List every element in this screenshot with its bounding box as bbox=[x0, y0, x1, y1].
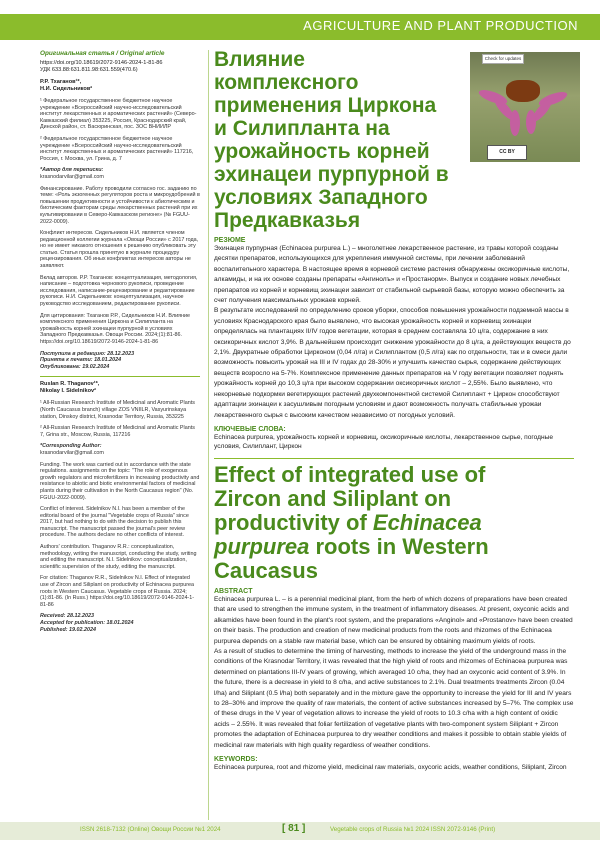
conflict-ru: Конфликт интересов. Сидельников Н.И. является членом редакционной коллегии журнала «Овощи России» с 2017 года, но не имеет никакого отношения к решению опубликовать эту статью. Статья прошла принятую в журнале процедуру рецензирования. Об иных конфликтах интересов авторы не заявляют. bbox=[40, 230, 199, 270]
keywords-label-en: KEYWORDS: bbox=[214, 756, 258, 763]
abstract-en-paragraph-2: As a result of studies to determine the timing of harvesting, methods to increase the yield of the underground mass in the conditions of the Krasnodar Territory, it was revealed that the high yield of roots and rhizomes of Echinacea purpurea was determined on plantations III-IV years of growing, which averaged 10 c/ha, they had an oxyconic acid content of 3.9%. In the future, there is a decrease in yield to 8 c/ha, and active substances to 2.1%. Dual treatments treatments Zircon (0.04 l/ha) and Siliplant (0.5 l/ha) both separately and in the mixture gave the opportunity to increase the yield for III and IV years to 28–30% and improve the quality of raw materials, the content of active substances increased by 5–7%. The complex use of these drugs in the V year of vegetation allows to increase the yield of roots to 10.3 c/ha with a high content of oxidic acids – 2.55%. It was revealed that foliar fertilization of vegetative plants with two-component system Siliplant + Zircon promotes the adaptation of Echinacea purpurea to dry weather conditions and makes it possible to obtain stable yields of medicinal raw materials with high quality regardless of weather conditions. bbox=[214, 647, 574, 749]
affiliation-2-en: ² All-Russian Research Institute of Medicinal and Aromatic Plants 7, Grina str., Moscow, Russia, 117216 bbox=[40, 425, 195, 438]
abstract-en-paragraph-1: Echinacea purpurea L. – is a perennial medicinal plant, from the herb of which dozens of preparations have been created that are used to strengthen the immune system, in the treatment of inflammatory diseases. At present, oxyconic acids and alkamides have been found in the plant's root system, and the preparations «Anginol» and «Prostanov» have been created on their basis. The production and creation of new medicinal products from the roots and rhizomes of the Echinacea purpurea depends on a stable raw material base, which can be ensured by obtaining maximum yields of roots. bbox=[214, 595, 573, 645]
abstract-ru-paragraph-1: Эхинацея пурпурная (Echinacea purpurea L.) – многолетнее лекарственное растение, из травы которой созданы десятки препаратов, использующихся для укрепления иммунной системы, при лечении заболеваний воспалительного характера. В настоящее время в корневой системе растения обнаружены оксикоричные кислоты, алкамиды, и на их основе созданы препараты «Ангинолъ» и «Простаноpм». Выпуск и создание новых лечебных препаратов из корней и корневищ эхинацеи зависит от стабильной сырьевой базы, которую можно обеспечить за счет получения максимальных урожаев корней. bbox=[214, 245, 570, 305]
title-en-part-1: Effect of integrated use of Zircon and Siliplant on productivity of bbox=[214, 461, 486, 535]
abstract-ru-paragraph-2: В результате исследований по определению сроков уборки, способов повышения урожайности подземной массы в условиях Краснодарского края было выявлено, что высокая урожайность корней и корневищ эхинацеи определялась на плантациях II/IV годов вегетации, которая в среднем составляла 10 ц/га, содержание в них оксикоричных кислот 3,9%. В дальнейшем происходит снижение урожайности до 8 ц/га, а действующих веществ до 2,1%. Двукратные обработки Цирконом (0,04 л/га) и Силиплантом (0,5 л/га) как по отдельности, так и в смеси дали возможность повысить урожай на III и IV годах до 28-30% и улучшить качество сырья, содержание действующих веществ возросло на 5-7%. Комплексное применение данных препаратов на V году вегетации позволяет поднять урожайность корней до 10,3 ц/га при высоком содержании оксикоричных кислот – 2,55%. Было выявлено, что некорневые подкормки вегетирующих растений двухкомпонентной системой Силиплант + Циркон способствуют адаптации эхинацеи к засушливым погодным условиям и дают возможность получать стабильные урожаи лекарственного сырья с высоким качеством независимо от погодных условий. bbox=[214, 307, 571, 419]
authors-ru: Р.Р. Тхаганов¹*, Н.И. Сидельников² bbox=[40, 79, 93, 92]
page-number: [ 81 ] bbox=[282, 823, 306, 834]
funding-en: Funding. The work was carried out in accordance with the state regulations. assignments on the topic: "The role of exogenous growth regulators and microfertilizers in increasing productivity and resistance to abiotic and biotic environmental factors of medicinal plants during their cultivation in the North Caucasus region" (No. FGUU-2022-0009). bbox=[40, 461, 200, 501]
received-en: Received: 28.12.2023 bbox=[40, 613, 94, 620]
divider-line bbox=[40, 376, 200, 377]
title-en-part-3: roots in Western Caucasus bbox=[214, 533, 489, 583]
accepted-ru: Принята к печати: 18.01.2024 bbox=[40, 357, 122, 364]
keywords-label-ru: КЛЮЧЕВЫЕ СЛОВА: bbox=[214, 425, 286, 433]
authors-en: Ruslan R. Thaganov¹*, Nikolay I. Sidelnikov² bbox=[40, 381, 100, 395]
footer-issn-online: ISSN 2618-7132 (Online) Овощи России №1 2024 bbox=[80, 826, 221, 833]
affiliation-2-ru: ² Федеральное государственное бюджетное научное учреждение «Всероссийский научно-исследовательский институт лекарственных и ароматических растений» 117216, Россия, г. Москва, ул. Грина, д. 7 bbox=[40, 135, 194, 162]
keywords-en: Echinacea purpurea, root and rhizome yield, medicinal raw materials, oxycoric acids, weather conditions, Siliplant, Zircon bbox=[214, 764, 567, 771]
published-en: Published: 19.02.2024 bbox=[40, 626, 97, 633]
corresponding-email-en[interactable]: krasnodarvilar@gmail.com bbox=[40, 449, 104, 456]
affiliation-1-ru: ¹ Федеральное государственное бюджетное научное учреждение «Всероссийский научно-исследовательский институт лекарственных и ароматических растений» (Северо-Кавказский филиал) 353225, Россия, Краснодарский край, Динской район, ст. Васюринская, пос. ЗОС ВНИИЛР bbox=[40, 98, 197, 131]
abstract-label-en: ABSTRACT bbox=[214, 587, 253, 595]
article-type-label: Оригинальная статья / Original article bbox=[40, 50, 165, 57]
cc-license-badge[interactable]: CC BY bbox=[487, 145, 527, 160]
divider-line bbox=[214, 458, 574, 459]
keywords-ru: Echinacea purpurea, урожайность корней и корневищ, оксикоричные кислоты, лекарственное сырье, погодные условия, Силиплант, Циркон bbox=[214, 433, 554, 451]
citation-en: For citation: Thaganov R.R., Sidelnikov N.I. Effect of integrated use of Zircon and Siliplant on productivity of Echinacea purpurea roots in Western Caucasus. Vegetable crops of Russia. 2024;(1):81-86. (In Russ.) https://doi.org/10.18619/2072-9146-2024-1-81-86 bbox=[40, 575, 195, 608]
citation-ru: Для цитирования: Тхаганов Р.Р., Сидельников Н.И. Влияние комплексного применения Циркона и Силипланта на урожайность корней эхинацеи пурпурной в условиях Западного Предкавказья. Овощи России. 2024;(1):81-86. https://doi.org/10.18619/2072-9146-2024-1-81-86 bbox=[40, 312, 191, 345]
funding-ru: Финансирование. Работу проводили согласно гос. заданию по теме: «Роль экзогенных регуляторов роста и микроудобрений в повышении продуктивности и устойчивости к абиотическим и биотическим факторам среды лекарственных растений при их культивировании в Северо-Кавказском регионе» (№ FGUU-2022-0009). bbox=[40, 185, 200, 225]
footer-issn-print: Vegetable crops of Russia №1 2024 ISSN 2072-9146 (Print) bbox=[330, 826, 496, 833]
accepted-en: Accepted for publication: 18.01.2024 bbox=[40, 620, 134, 626]
section-title: AGRICULTURE AND PLANT PRODUCTION bbox=[303, 18, 578, 33]
published-ru: Опубликована: 19.02.2024 bbox=[40, 363, 110, 370]
conflict-en: Conflict of interest. Sidelnikov N.I. has been a member of the editorial board of the journal "Vegetable crops of Russia" since 2017, but had nothing to do with the decision to publish this manuscript. The manuscript passed the journal's peer review procedure. The authors declare no other conflicts of interest. bbox=[40, 506, 189, 539]
abstract-label-ru: РЕЗЮМЕ bbox=[214, 237, 246, 244]
column-divider bbox=[208, 50, 209, 820]
corresponding-email-ru[interactable]: krasnodarvilar@gmail.com bbox=[40, 173, 104, 180]
contribution-en: Authors' contribution. Thaganov R.R.: conceptualization, methodology, writing the manuscript, conducting the study, writing and editing the manuscript. N.I. Sidelnikov: conceptualization, scientific supervision of the study, editing the manuscript. bbox=[40, 544, 197, 570]
contribution-ru: Вклад авторов. Р.Р. Тхаганов: концептуализация, методология, написание – подготовка чернового рукописи, проведение исследования, написание-рецензирование и редактирование рукописи. Н.И. Сидельников: концептуализация, научное руководство исследованием, редактирование рукописи. bbox=[40, 274, 198, 308]
check-for-updates-badge[interactable]: Check for updates bbox=[482, 54, 524, 64]
title-en-italic: Echinacea purpurea bbox=[214, 509, 482, 559]
corresponding-label-ru: *Автор для переписки: bbox=[40, 167, 104, 174]
doi-link[interactable]: https://doi.org/10.18619/2072-9146-2024-1-81-86 bbox=[40, 60, 163, 66]
affiliation-1-en: ¹ All-Russian Research Institute of Medicinal and Aromatic Plants (North Caucasus branch) village ZOS VNIILR, Vasyurinskaya station, Dinskoy district, Krasnodar Territory, Russia, 353225 bbox=[40, 400, 195, 420]
article-title-en bbox=[214, 463, 554, 583]
corresponding-label-en: *Corresponding Author: bbox=[40, 443, 102, 450]
received-ru: Поступила в редакцию: 28.12.2023 bbox=[40, 350, 135, 357]
right-column bbox=[214, 48, 574, 773]
left-column bbox=[40, 50, 200, 633]
udk-code: УДК 633.88:631.811.98:631.559(470.6) bbox=[40, 67, 138, 73]
article-title-ru: Влияние комплексного применения Циркона и Силипланта на урожайность корней эхинацеи пурпурной в условиях Западного Предкавказья bbox=[214, 48, 449, 232]
